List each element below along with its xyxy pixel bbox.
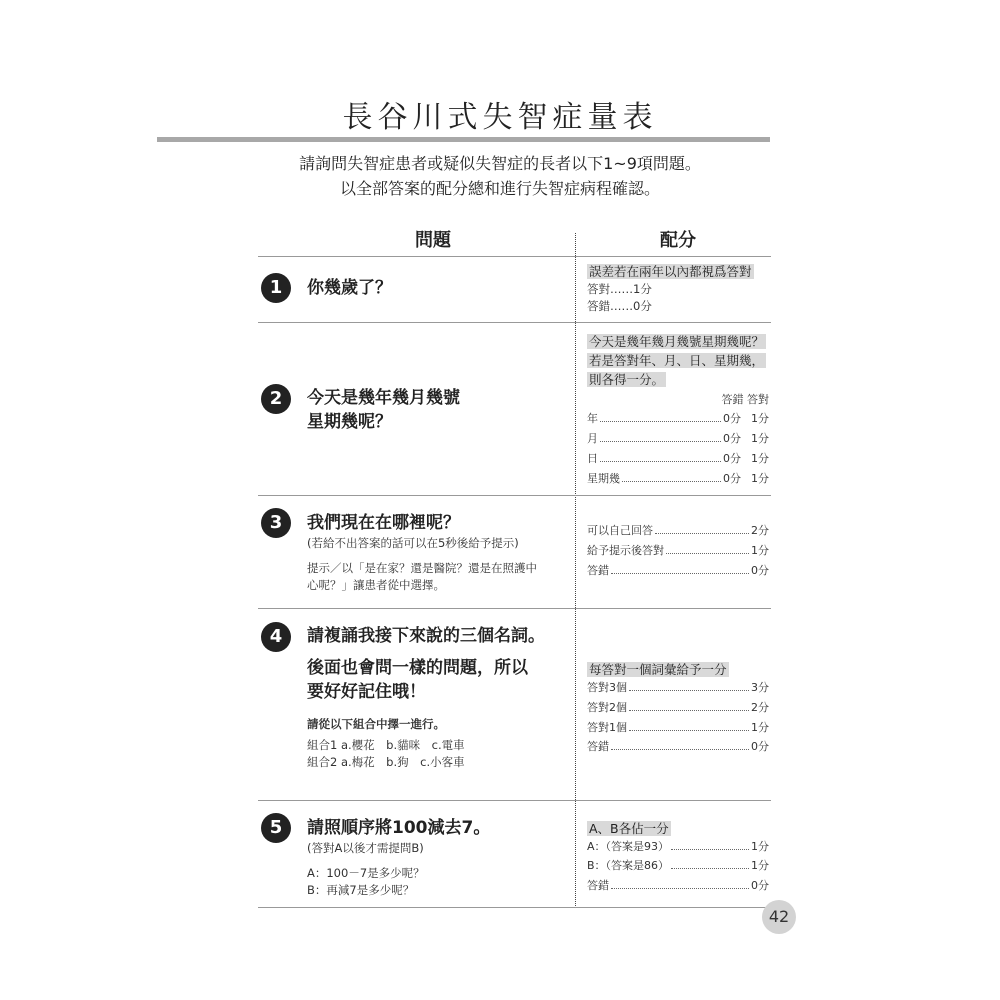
q2-score-row: 月 0分 1分 (587, 432, 769, 445)
q4-score-heading: 每答對一個詞彙給予一分 (589, 662, 727, 677)
page-number: 42 (762, 900, 796, 934)
q2-column-headers: 答錯 答對 (721, 393, 769, 406)
question-4-text-line-2: 後面也會問一樣的問題，所以 (307, 658, 528, 678)
title-rule (157, 137, 770, 142)
question-3-hint-line-1: 提示／以「是在家？還是醫院？還是在照護中 (307, 561, 537, 575)
q5-score-row: A：（答案是93） 1分 (587, 840, 769, 853)
q1-score-heading: 誤差若在兩年以內都視爲答對 (589, 264, 752, 279)
q2-score-heading-line-2: 若是答對年、月、日、星期幾， (589, 353, 765, 368)
q5-score-row: B：（答案是86） 1分 (587, 859, 769, 872)
row-divider (258, 322, 771, 323)
question-3-text: 我們現在在哪裡呢？ (307, 513, 460, 533)
q3-score-row: 答錯 0分 (587, 564, 769, 577)
q2-score-heading-line-1: 今天是幾年幾月幾號星期幾呢？ (589, 334, 765, 349)
row-divider (258, 256, 771, 257)
question-1-text: 你幾歲了？ (307, 278, 392, 298)
question-number-badge: 5 (261, 813, 291, 843)
question-number-badge: 1 (261, 273, 291, 303)
q2-score-heading-line-3: 則各得一分。 (589, 372, 665, 387)
question-3-hint-line-2: 心呢？」讓患者從中選擇。 (307, 578, 445, 592)
question-5-line-a: A：100－7是多少呢？ (307, 866, 425, 880)
q1-score-row: 答錯‥‥‥0分 (587, 299, 652, 313)
q3-score-row: 給予提示後答對 1分 (587, 544, 769, 557)
q3-score-row: 可以自己回答 2分 (587, 524, 769, 537)
score-column-header: 配分 (660, 230, 696, 251)
question-4-select-label: 請從以下組合中擇一進行。 (307, 717, 445, 731)
page-title: 長谷川式失智症量表 (342, 100, 658, 135)
question-4-combo-2: 組合2 a.梅花 b.狗 c.小客車 (307, 755, 465, 769)
question-2-text-line-1: 今天是幾年幾月幾號 (307, 388, 460, 408)
row-divider (258, 800, 771, 801)
q4-score-row: 答對1個 1分 (587, 721, 769, 734)
row-divider (258, 608, 771, 609)
q4-score-row: 答對2個 2分 (587, 701, 769, 714)
question-3-note: (若給不出答案的話可以在5秒後給予提示) (307, 536, 519, 550)
intro-line-2: 以全部答案的配分總和進行失智症病程確認。 (339, 179, 660, 198)
question-number-badge: 2 (261, 384, 291, 414)
q4-score-row: 答對3個 3分 (587, 681, 769, 694)
question-5-text: 請照順序將100減去7。 (307, 818, 491, 838)
q4-score-row: 答錯 0分 (587, 740, 769, 753)
q1-score-row: 答對‥‥‥1分 (587, 282, 652, 296)
question-column-header: 問題 (415, 230, 451, 251)
row-divider (258, 495, 771, 496)
question-4-text-line-1: 請複誦我接下來說的三個名詞。 (307, 626, 545, 646)
question-number-badge: 3 (261, 508, 291, 538)
q2-score-row: 星期幾 0分 1分 (587, 472, 769, 485)
question-4-text-line-3: 要好好記住哦！ (307, 682, 426, 702)
question-2-text-line-2: 星期幾呢？ (307, 412, 392, 432)
q2-score-row: 年 0分 1分 (587, 412, 769, 425)
q2-score-row: 日 0分 1分 (587, 452, 769, 465)
intro-line-1: 請詢問失智症患者或疑似失智症的長者以下1~9項問題。 (299, 154, 701, 173)
column-divider (575, 233, 576, 908)
q5-score-row: 答錯 0分 (587, 879, 769, 892)
question-number-badge: 4 (261, 622, 291, 652)
question-5-line-b: B：再減7是多少呢？ (307, 883, 415, 897)
row-divider (258, 907, 771, 908)
question-4-combo-1: 組合1 a.櫻花 b.貓咪 c.電車 (307, 738, 465, 752)
question-5-note: (答對A以後才需提問B) (307, 841, 424, 855)
q5-score-heading: A、B各佔一分 (589, 821, 669, 836)
